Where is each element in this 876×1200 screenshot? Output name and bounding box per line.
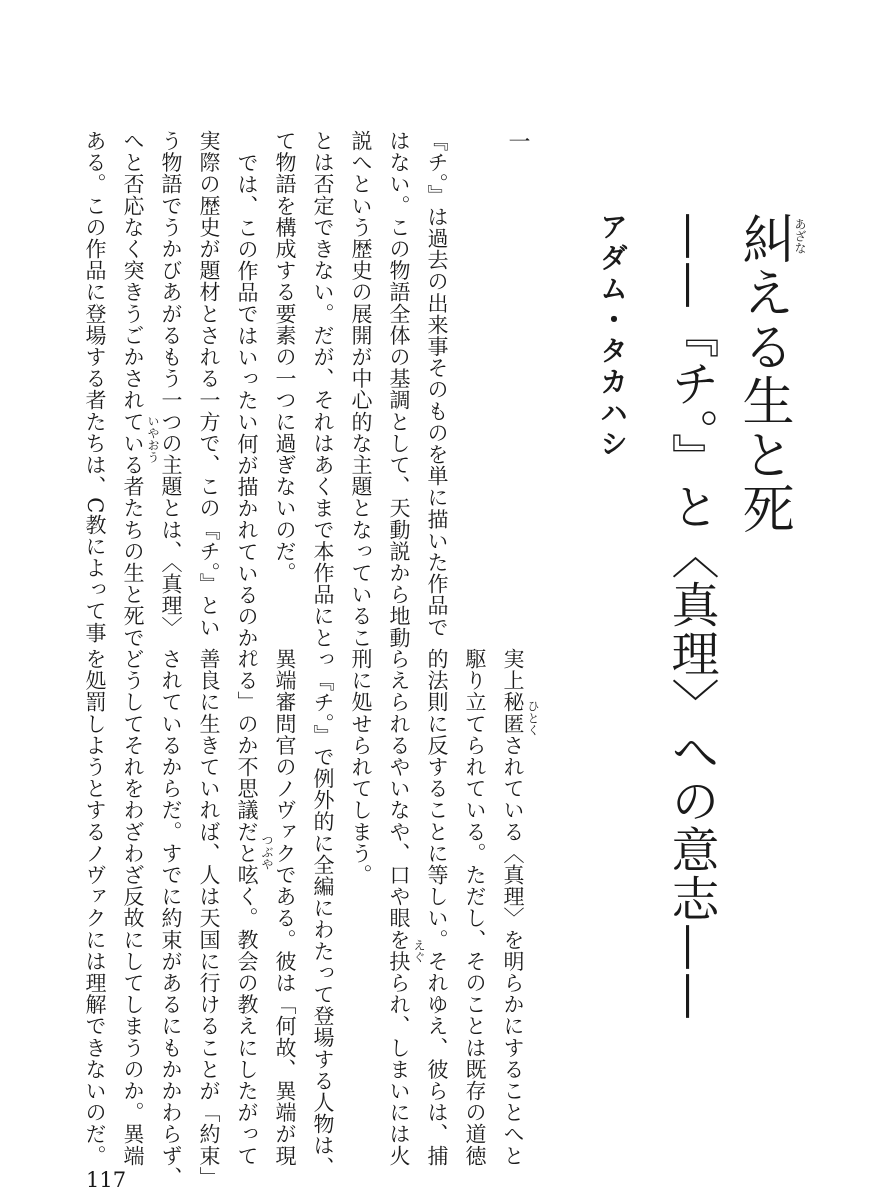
body-line: どうしてそれをわざわざ反故にしてしまうのか。異端: [121, 648, 145, 1167]
author-name: アダム・タカハシ: [596, 212, 629, 460]
body-line: 実際の歴史が題材とされる一方で、この『チ。』とい: [197, 130, 221, 638]
title-ruby: あざな: [793, 218, 807, 254]
ruby-iyaou: いやおう: [146, 415, 160, 463]
body-line: へと否応なく突きうごかされている者たちの生と死で: [121, 130, 145, 649]
body-line: ある。この作品に登場する者たちは、C教によって事: [83, 130, 107, 644]
body-line: て物語を構成する要素の一つに過ぎないのだ。: [273, 130, 297, 584]
body-line: はない。この物語全体の基調として、天動説から地動: [387, 130, 411, 649]
body-line: 説へという歴史の展開が中心的な主題となっているこ: [349, 130, 373, 649]
body-line: う物語でうかびあがるもう一つの主題とは、〈真理〉: [159, 130, 183, 638]
body-line: を処罰しようとするノヴァクには理解できないのだ。: [83, 648, 107, 1167]
body-line: らえられるやいなや、口や眼を抉られ、しまいには火: [387, 648, 411, 1167]
body-line: 善良に生きていれば、人は天国に行けることが「約束」: [197, 648, 221, 1188]
body-line: 『チ。』で例外的に全編にわたって登場する人物は、: [311, 670, 335, 1178]
body-line: 実上秘匿されている〈真理〉を明らかにすることへと: [501, 648, 525, 1167]
body-line: 駆り立てられている。ただし、そのことは既存の道徳: [463, 648, 487, 1167]
body-line: されているからだ。すでに約束があるにもかかわらず、: [159, 648, 183, 1188]
article-subtitle: ——『チ。』と〈真理〉への意志——: [663, 212, 719, 1021]
ruby-hitoku: ひとく: [526, 700, 540, 736]
body-line: 『チ。』は過去の出来事そのものを単に描いた作品で: [425, 130, 449, 638]
body-line: とは否定できない。だが、それはあくまで本作品にとっ: [311, 130, 335, 670]
body-line: 的法則に反することに等しい。それゆえ、彼らは、捕: [425, 648, 449, 1167]
body-line: れる」のか不思議だと呟く。教会の教えにしたがって: [235, 648, 259, 1167]
body-line: 異端審問官のノヴァクである。彼は「何故、異端が現: [273, 648, 297, 1167]
body-line: 刑に処せられてしまう。: [349, 648, 373, 886]
page-number: 117: [86, 1168, 127, 1192]
article-title: 糾える生と死: [733, 212, 793, 536]
ruby-tsubuya: つぶや: [260, 834, 274, 870]
section-number: 一: [505, 130, 530, 153]
body-line: では、この作品ではいったい何が描かれているのか。: [235, 152, 259, 671]
ruby-egu: えぐ: [412, 939, 426, 963]
